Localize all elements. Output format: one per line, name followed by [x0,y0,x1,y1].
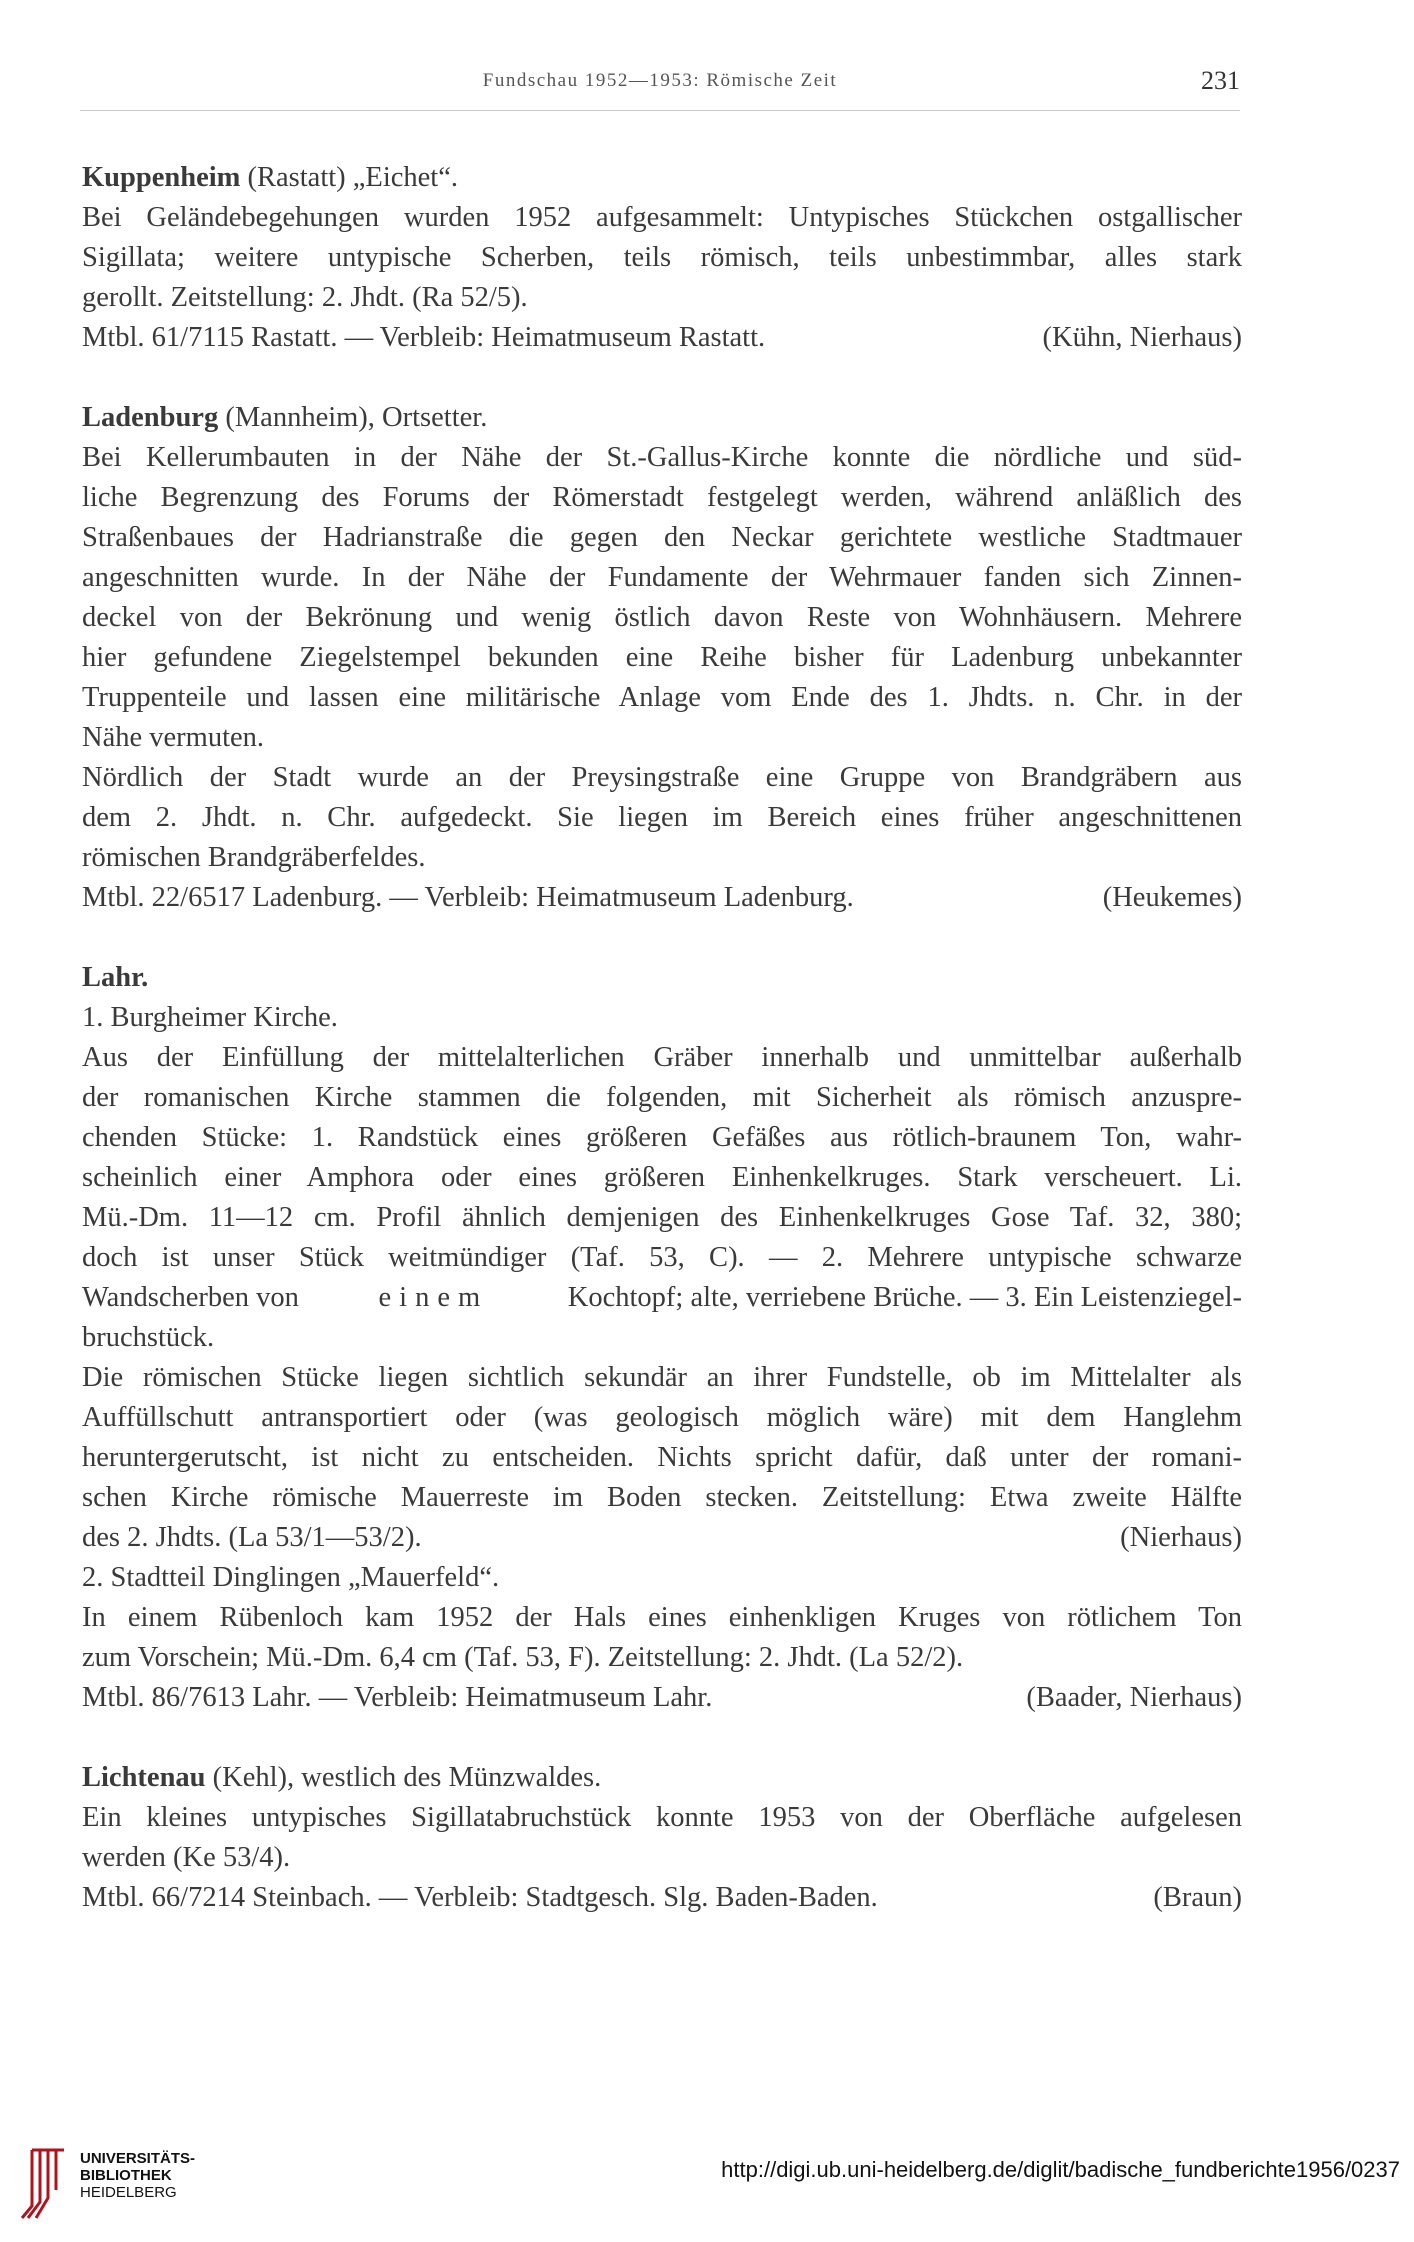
text-line: heruntergerutscht, ist nicht zu entscheiden. Nichts spricht dafür, daß unter der romani- [82,1442,1242,1473]
text-line: Sigillata; weitere untypische Scherben, teils römisch, teils unbestimmbar, alles stark [82,242,1242,273]
entry-lahr [82,958,1242,1718]
record-line [82,1878,1242,1918]
text-line: hier gefundene Ziegelstempel bekunden eine Reihe bisher für Ladenburg unbekannter [82,642,1242,673]
text-line [82,1278,1242,1318]
text-line: Straßenbaues der Hadrianstraße die gegen den Neckar gerichtete westliche Stadtmauer [82,522,1242,553]
text-line: doch ist unser Stück weitmündiger (Taf. 53, C). — 2. Mehrere untypische schwarze [82,1242,1242,1273]
text-line: werden (Ke 53/4). [82,1842,291,1873]
text-line: römischen Brandgräberfeldes. [82,842,426,873]
text-line: liche Begrenzung des Forums der Römerstadt festgelegt werden, während anläßlich des [82,482,1242,513]
section-gap [82,358,1242,398]
heading-detail: (Kehl), westlich des Münzwaldes. [205,1762,602,1793]
emphasized-word: einem [378,1282,489,1313]
entry-lichtenau [82,1758,1242,1918]
text-line: Bei Geländebegehungen wurden 1952 aufgesammelt: Untypisches Stückchen ostgallischer [82,202,1242,233]
subsection-title: 2. Stadtteil Dinglingen „Mauerfeld“. [82,1562,500,1593]
library-name [80,2150,195,2201]
entry-heading [82,398,1242,438]
map-sheet-and-location: Mtbl. 66/7214 Steinbach. — Verbleib: Stadtgesch. Slg. Baden-Baden. [82,1882,878,1913]
map-sheet-and-location: Mtbl. 22/6517 Ladenburg. — Verbleib: Heimatmuseum Ladenburg. [82,882,854,913]
text-line: Mü.-Dm. 11—12 cm. Profil ähnlich demjenigen des Einhenkelkruges Gose Taf. 32, 380; [82,1202,1242,1233]
text-line: zum Vorschein; Mü.-Dm. 6,4 cm (Taf. 53, F). Zeitstellung: 2. Jhdt. (La 52/2). [82,1642,964,1673]
entry-heading [82,1758,1242,1798]
record-line [82,1518,1242,1558]
heading-detail: (Rastatt) „Eichet“. [240,162,458,193]
text-fragment: Kochtopf; alte, verriebene Brüche. — 3. Ein Leistenziegel- [567,1282,1242,1313]
text-line: Bei Kellerumbauten in der Nähe der St.-Gallus-Kirche konnte die nördliche und süd- [82,442,1242,473]
authors: (Braun) [1153,1882,1242,1913]
place-name: Lichtenau [82,1762,206,1793]
text-fragment: Wandscherben von [82,1282,299,1313]
text-line: schen Kirche römische Mauerreste im Boden stecken. Zeitstellung: Etwa zweite Hälfte [82,1482,1242,1513]
section-gap [82,918,1242,958]
text-line: Aus der Einfüllung der mittelalterlichen Gräber innerhalb und unmittelbar außerhalb [82,1042,1242,1073]
library-name-line: UNIVERSITÄTS- [80,2150,196,2167]
text-line: Ein kleines untypisches Sigillatabruchstück konnte 1953 von der Oberfläche aufgelesen [82,1802,1242,1833]
entry-ladenburg [82,398,1242,918]
authors: (Heukemes) [1102,882,1242,913]
text-line: deckel von der Bekrönung und wenig östlich davon Reste von Wohnhäusern. Mehrere [82,602,1242,633]
authors: (Baader, Nierhaus) [1026,1682,1242,1713]
page-number: 231 [1201,66,1240,95]
place-name: Lahr. [82,962,149,993]
record-line [82,318,1242,358]
record-line [82,878,1242,918]
record-line [82,1678,1242,1718]
header-rule [80,110,1240,111]
section-gap [82,1718,1242,1758]
dating-reference: des 2. Jhdts. (La 53/1—53/2). [82,1522,422,1553]
text-line: Die römischen Stücke liegen sichtlich sekundär an ihrer Fundstelle, ob im Mittelalter als [82,1362,1242,1393]
entry-kuppenheim [82,158,1242,358]
subsection-title: 1. Burgheimer Kirche. [82,1002,338,1033]
authors: (Nierhaus) [1120,1522,1242,1553]
text-line: dem 2. Jhdt. n. Chr. aufgedeckt. Sie liegen im Bereich eines früher angeschnittenen [82,802,1242,833]
place-name: Kuppenheim [82,162,241,193]
text-line: Auffüllschutt antransportiert oder (was geologisch möglich wäre) mit dem Hanglehm [82,1402,1242,1433]
place-name: Ladenburg [82,402,219,433]
university-library-logo-icon [18,2144,74,2224]
main-text [82,158,1242,1918]
text-line: Nördlich der Stadt wurde an der Preysingstraße eine Gruppe von Brandgräbern aus [82,762,1242,793]
text-line: scheinlich einer Amphora oder eines größeren Einhenkelkruges. Stark verscheuert. Li. [82,1162,1242,1193]
text-line: chenden Stücke: 1. Randstück eines größeren Gefäßes aus rötlich-braunem Ton, wahr- [82,1122,1242,1153]
source-url-link[interactable]: http://digi.ub.uni-heidelberg.de/diglit/badische_fundberichte1956/0237 [721,2157,1400,2182]
heading-detail: (Mannheim), Ortsetter. [218,402,488,433]
library-name-line: BIBLIOTHEK [80,2167,172,2184]
text-line: bruchstück. [82,1322,215,1353]
text-line: Nähe vermuten. [82,722,265,753]
text-line: der romanischen Kirche stammen die folgenden, mit Sicherheit als römisch anzuspre- [82,1082,1242,1113]
map-sheet-and-location: Mtbl. 86/7613 Lahr. — Verbleib: Heimatmuseum Lahr. [82,1682,713,1713]
running-title: Fundschau 1952—1953: Römische Zeit [482,70,838,91]
text-line: angeschnitten wurde. In der Nähe der Fundamente der Wehrmauer fanden sich Zinnen- [82,562,1242,593]
authors: (Kühn, Nierhaus) [1042,322,1242,353]
map-sheet-and-location: Mtbl. 61/7115 Rastatt. — Verbleib: Heimatmuseum Rastatt. [82,322,766,353]
library-name-line: HEIDELBERG [80,2184,177,2201]
text-line: Truppenteile und lassen eine militärische Anlage vom Ende des 1. Jhdts. n. Chr. in der [82,682,1242,713]
text-line: gerollt. Zeitstellung: 2. Jhdt. (Ra 52/5). [82,282,528,313]
text-line: In einem Rübenloch kam 1952 der Hals eines einhenkligen Kruges von rötlichem Ton [82,1602,1242,1633]
entry-heading [82,158,1242,198]
